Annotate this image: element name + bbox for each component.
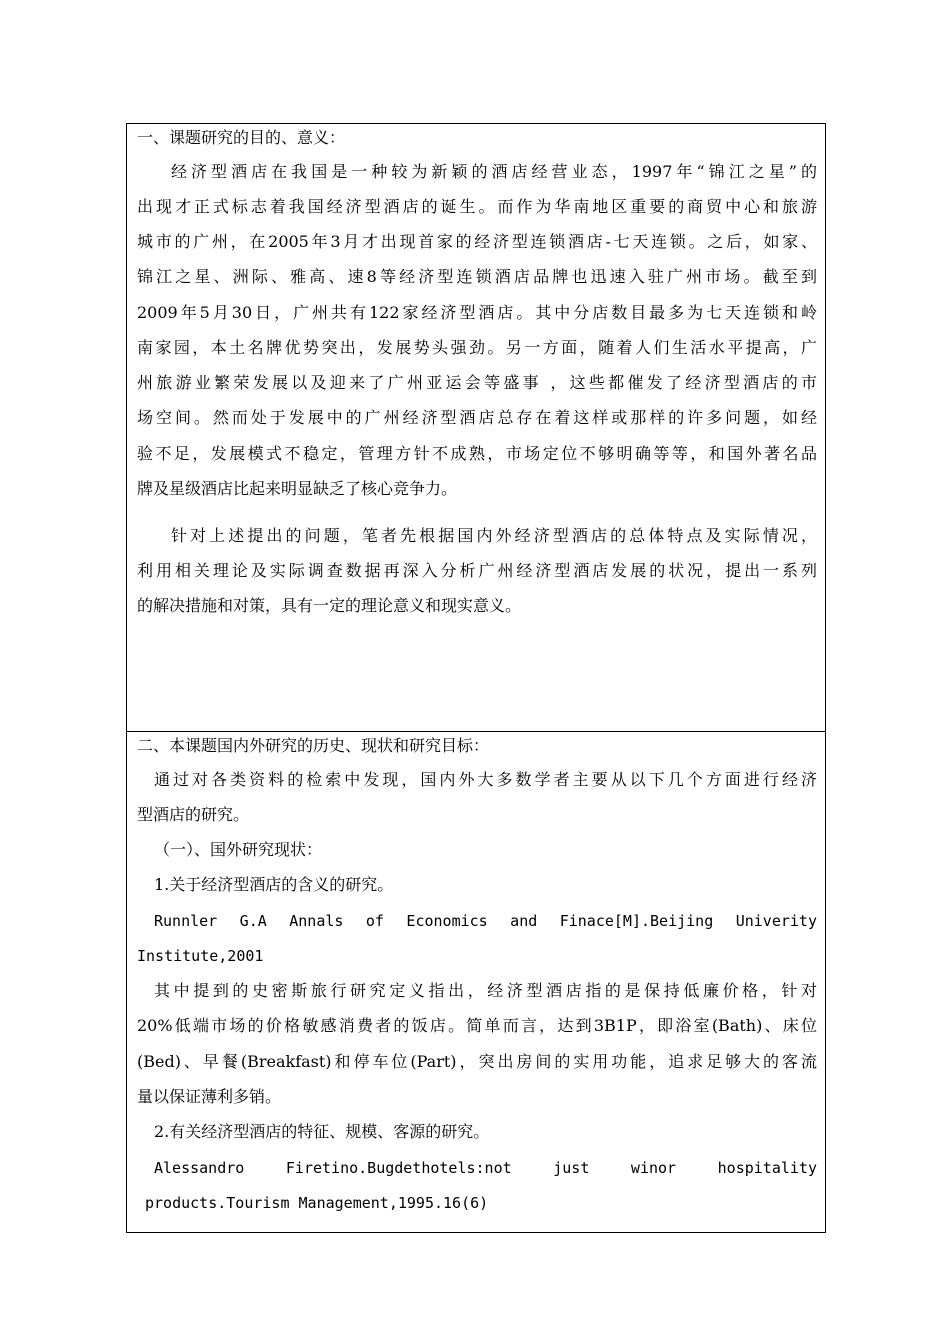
- intro-line-1: 通过对各类资料的检索中发现，国内外大多数学者主要从以下几个方面进行经济: [154, 770, 817, 789]
- item-1-ref-line-1: Runnler G.A Annals of Economics and Finace[M].Beijing Univerity: [154, 912, 817, 930]
- para2-line-2: 利用相关理论及实际调查数据再深入分析广州经济型酒店发展的状况，提出一系列: [137, 561, 817, 580]
- para1-line-10: 牌及星级酒店比起来明显缺乏了核心竞争力。: [137, 479, 458, 498]
- item-1-title: 1.关于经济型酒店的含义的研究。: [154, 875, 394, 894]
- section-purpose-cell: [127, 124, 825, 732]
- para1-line-1: 经济型酒店在我国是一种较为新颖的酒店经营业态，1997年“锦江之星”的: [171, 162, 817, 181]
- item-2-ref-line-1: Alessandro Firetino.Bugdethotels:not just winor hospitality: [154, 1159, 817, 1177]
- para1-line-5: 2009年5月30日，广州共有122家经济型酒店。其中分店数目最多为七天连锁和岭: [137, 303, 817, 322]
- item-1-body-line-1: 其中提到的史密斯旅行研究定义指出，经济型酒店指的是保持低廉价格，针对: [154, 981, 817, 1000]
- item-1-body-line-4: 量以保证薄利多销。: [137, 1087, 282, 1106]
- item-1-body-line-2: 20%低端市场的价格敏感消费者的饭店。简单而言，达到3B1P，即浴室(Bath)、床位: [137, 1016, 817, 1035]
- para1-line-8: 场空间。然而处于发展中的广州经济型酒店总存在着这样或那样的许多问题，如经: [137, 408, 817, 427]
- para1-line-2: 出现才正式标志着我国经济型酒店的诞生。而作为华南地区重要的商贸中心和旅游: [137, 197, 817, 216]
- item-1-body-line-3: (Bed)、早餐(Breakfast)和停车位(Part)，突出房间的实用功能，追求足够大的客流: [137, 1052, 817, 1071]
- section-research-cell: [127, 732, 825, 1232]
- para1-line-7: 州旅游业繁荣发展以及迎来了广州亚运会等盛事 ，这些都催发了经济型酒店的市: [137, 373, 817, 392]
- item-1-ref-line-2: Institute,2001: [137, 947, 264, 965]
- para1-line-9: 验不足，发展模式不稳定，管理方针不成熟，市场定位不够明确等等，和国外著名品: [137, 444, 817, 463]
- para2-line-3: 的解决措施和对策，具有一定的理论意义和现实意义。: [137, 596, 522, 615]
- para2-line-1: 针对上述提出的问题，笔者先根据国内外经济型酒店的总体特点及实际情况，: [171, 526, 817, 545]
- section-1-heading: 一、课题研究的目的、意义：: [137, 128, 346, 147]
- section-2-heading: 二、本课题国内外研究的历史、现状和研究目标：: [137, 736, 490, 755]
- sub-heading-foreign-status: （一）、国外研究现状：: [154, 840, 323, 859]
- para1-line-4: 锦江之星、洲际、雅高、速8等经济型连锁酒店品牌也迅速入驻广州市场。截至到: [137, 267, 817, 286]
- para1-line-3: 城市的广州，在2005年3月才出现首家的经济型连锁酒店-七天连锁。之后，如家、: [137, 232, 817, 251]
- item-2-title: 2.有关经济型酒店的特征、规模、客源的研究。: [154, 1122, 490, 1141]
- item-2-ref-line-2: products.Tourism Management,1995.16(6): [145, 1194, 489, 1212]
- proposal-form-table: [126, 123, 826, 1233]
- intro-line-2: 型酒店的研究。: [137, 805, 250, 824]
- para1-line-6: 南家园，本土名牌优势突出，发展势头强劲。另一方面，随着人们生活水平提高，广: [137, 338, 817, 357]
